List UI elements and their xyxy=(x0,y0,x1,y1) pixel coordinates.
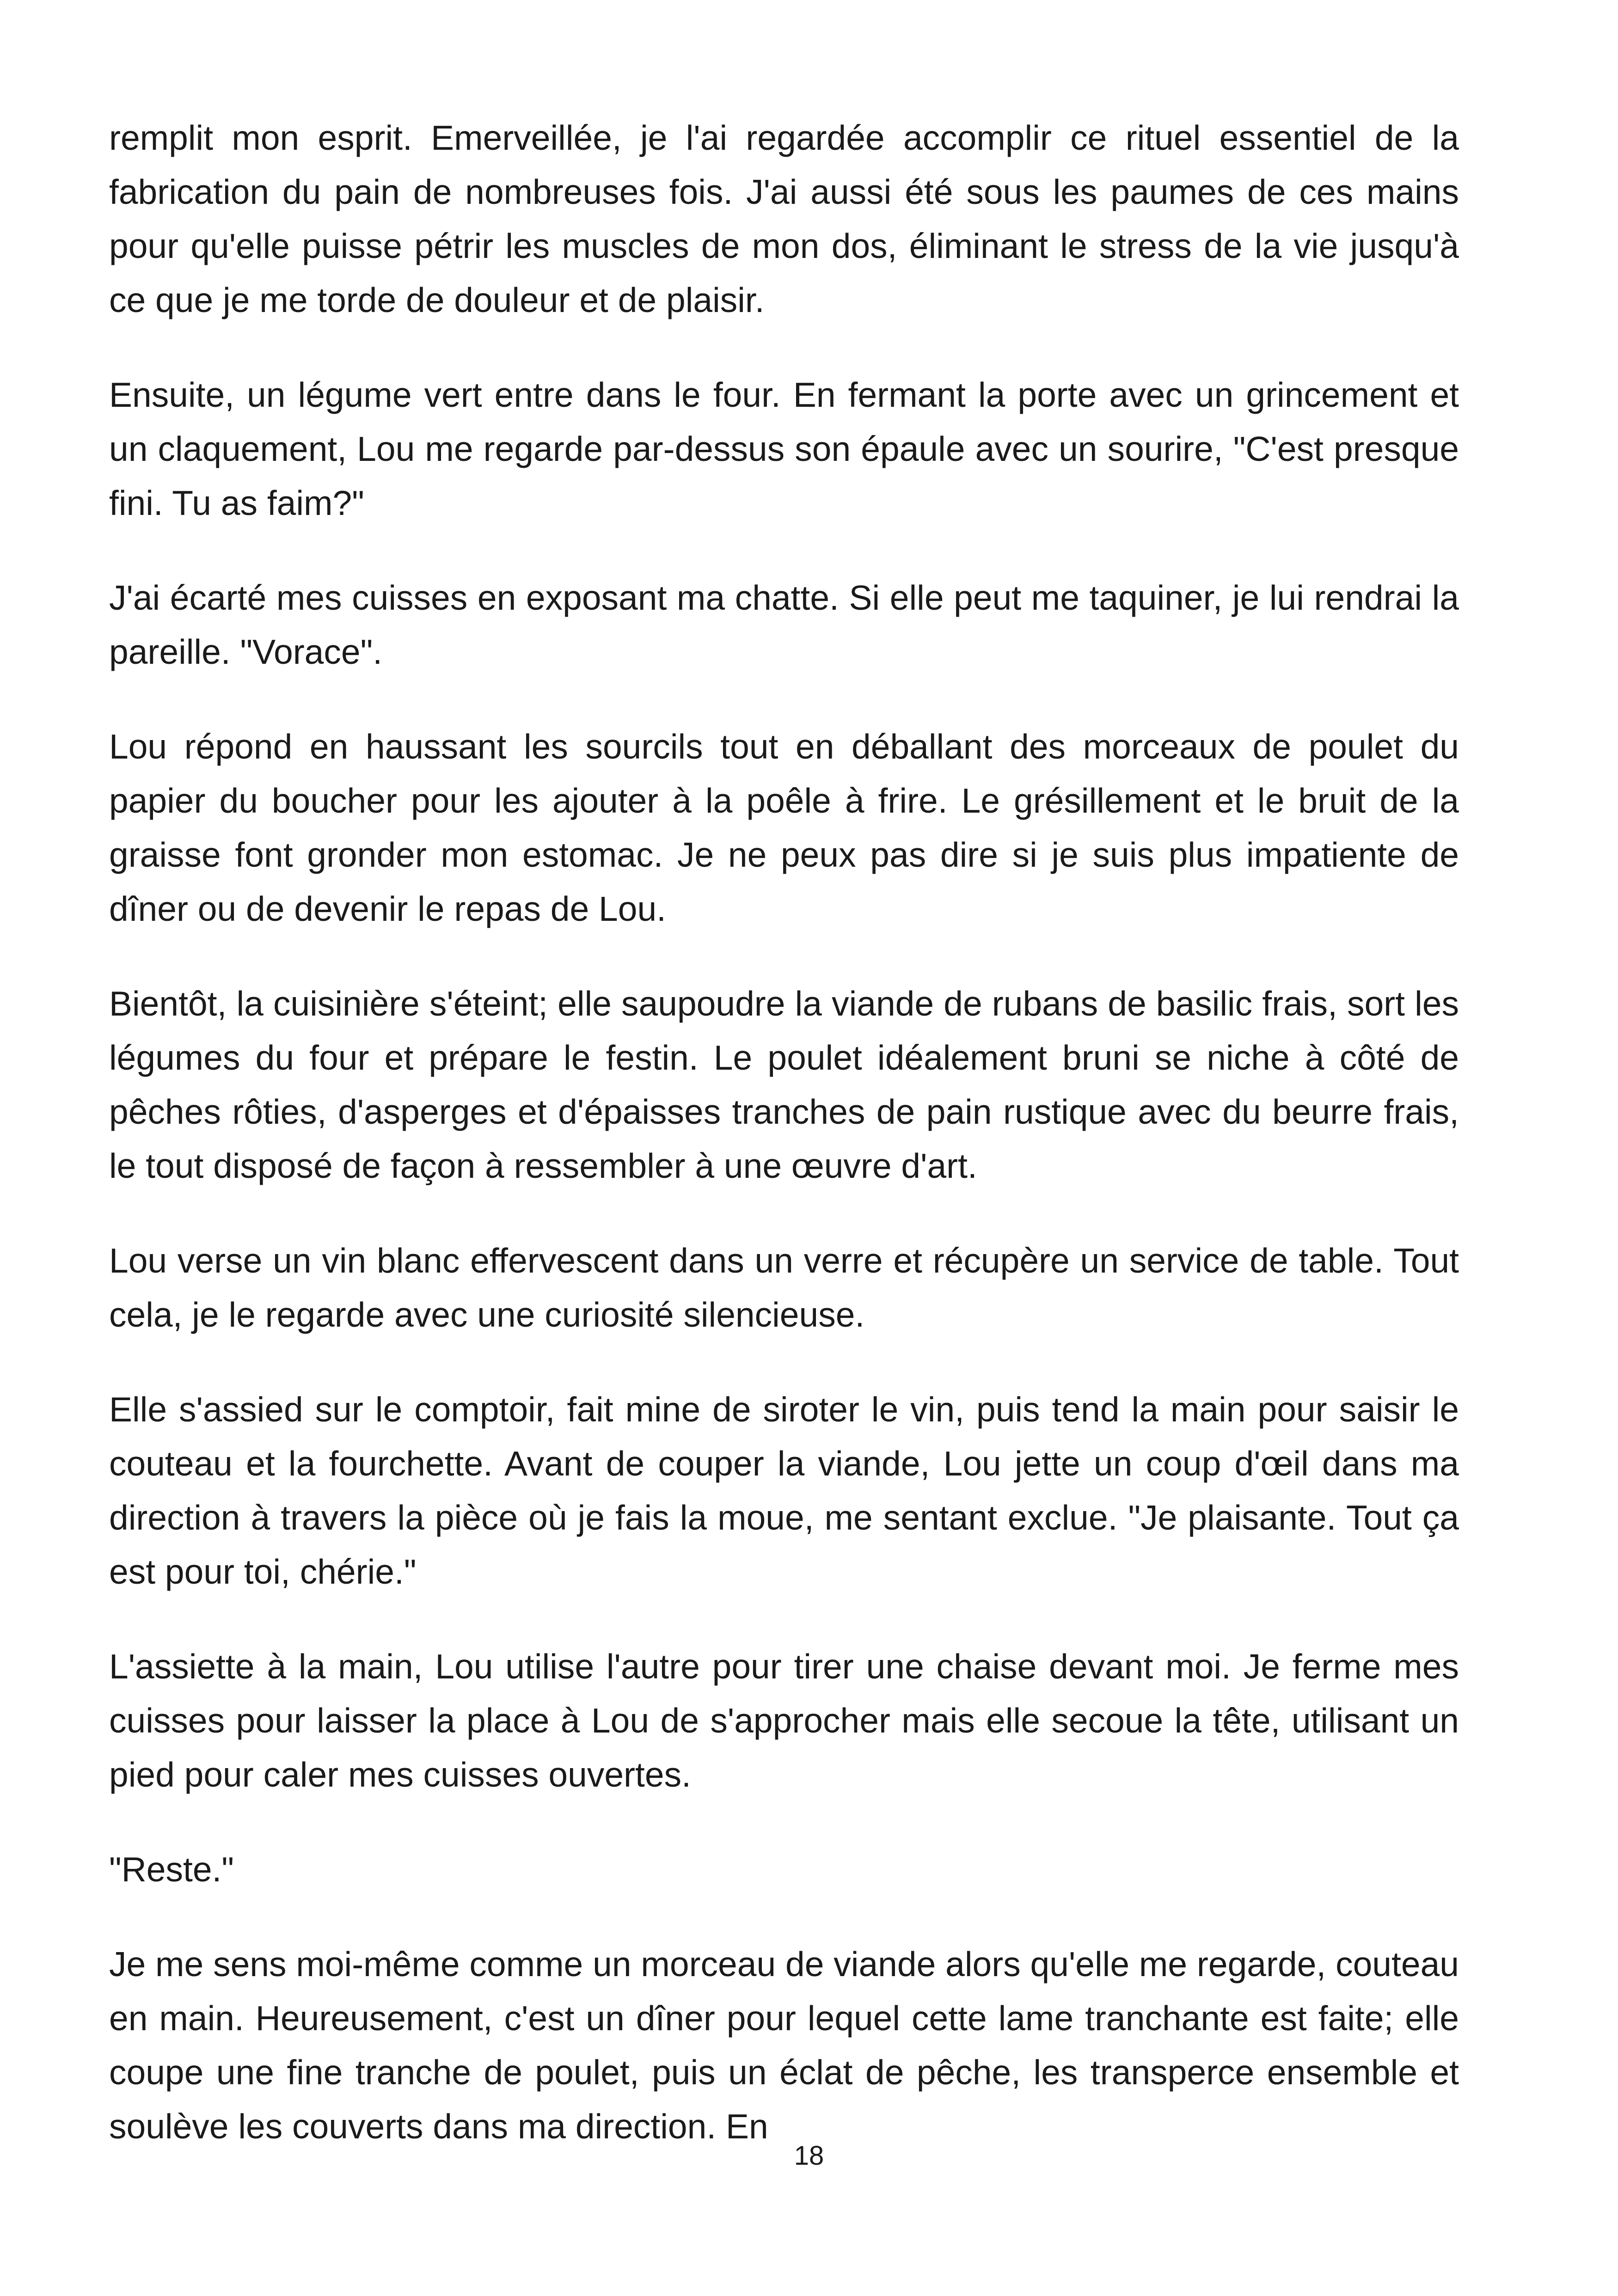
page-number: 18 xyxy=(794,2141,824,2171)
paragraph-2: Ensuite, un légume vert entre dans le four. En fermant la porte avec un grincement et un claquement, Lou me regarde par-dessus son épaule avec un sourire, "C'est presque fini. Tu as faim?" xyxy=(109,375,1459,522)
paragraph-5: Bientôt, la cuisinière s'éteint; elle saupoudre la viande de rubans de basilic frais, sort les légumes du four et prépare le festin. Le poulet idéalement bruni se niche à côté de pêches rôties, d'asperges et d'épaisses tranches de pain rustique avec du beurre frais, le tout disposé de façon à ressembler à une œuvre d'art. xyxy=(109,984,1459,1185)
paragraph-10: Je me sens moi-même comme un morceau de viande alors qu'elle me regarde, couteau en main. Heureusement, c'est un dîner pour lequel cette lame tranchante est faite; elle coupe une fine tranche de poulet, puis un éclat de pêche, les transperce ensemble et soulève les couverts dans ma direction. En xyxy=(109,1945,1459,2146)
body-text xyxy=(109,111,1459,2194)
paragraph-3: J'ai écarté mes cuisses en exposant ma chatte. Si elle peut me taquiner, je lui rendrai la pareille. "Vorace". xyxy=(109,578,1459,671)
paragraph-8: L'assiette à la main, Lou utilise l'autre pour tirer une chaise devant moi. Je ferme mes cuisses pour laisser la place à Lou de s'approcher mais elle secoue la tête, utilisant un pied pour caler mes cuisses ouvertes. xyxy=(109,1647,1459,1794)
paragraph-1: remplit mon esprit. Emerveillée, je l'ai regardée accomplir ce rituel essentiel de la fabrication du pain de nombreuses fois. J'ai aussi été sous les paumes de ces mains pour qu'elle puisse pétrir les muscles de mon dos, éliminant le stress de la vie jusqu'à ce que je me torde de douleur et de plaisir. xyxy=(109,118,1459,319)
paragraph-4: Lou répond en haussant les sourcils tout en déballant des morceaux de poulet du papier du boucher pour les ajouter à la poêle à frire. Le grésillement et le bruit de la graisse font gronder mon estomac. Je ne peux pas dire si je suis plus impatiente de dîner ou de devenir le repas de Lou. xyxy=(109,727,1459,928)
paragraph-9: "Reste." xyxy=(109,1850,234,1889)
paragraph-7: Elle s'assied sur le comptoir, fait mine de siroter le vin, puis tend la main pour saisir le couteau et la fourchette. Avant de couper la viande, Lou jette un coup d'œil dans ma direction à travers la pièce où je fais la moue, me sentant exclue. "Je plaisante. Tout ça est pour toi, chérie." xyxy=(109,1390,1459,1591)
paragraph-6: Lou verse un vin blanc effervescent dans un verre et récupère un service de table. Tout cela, je le regarde avec une curiosité silencieuse. xyxy=(109,1241,1459,1334)
